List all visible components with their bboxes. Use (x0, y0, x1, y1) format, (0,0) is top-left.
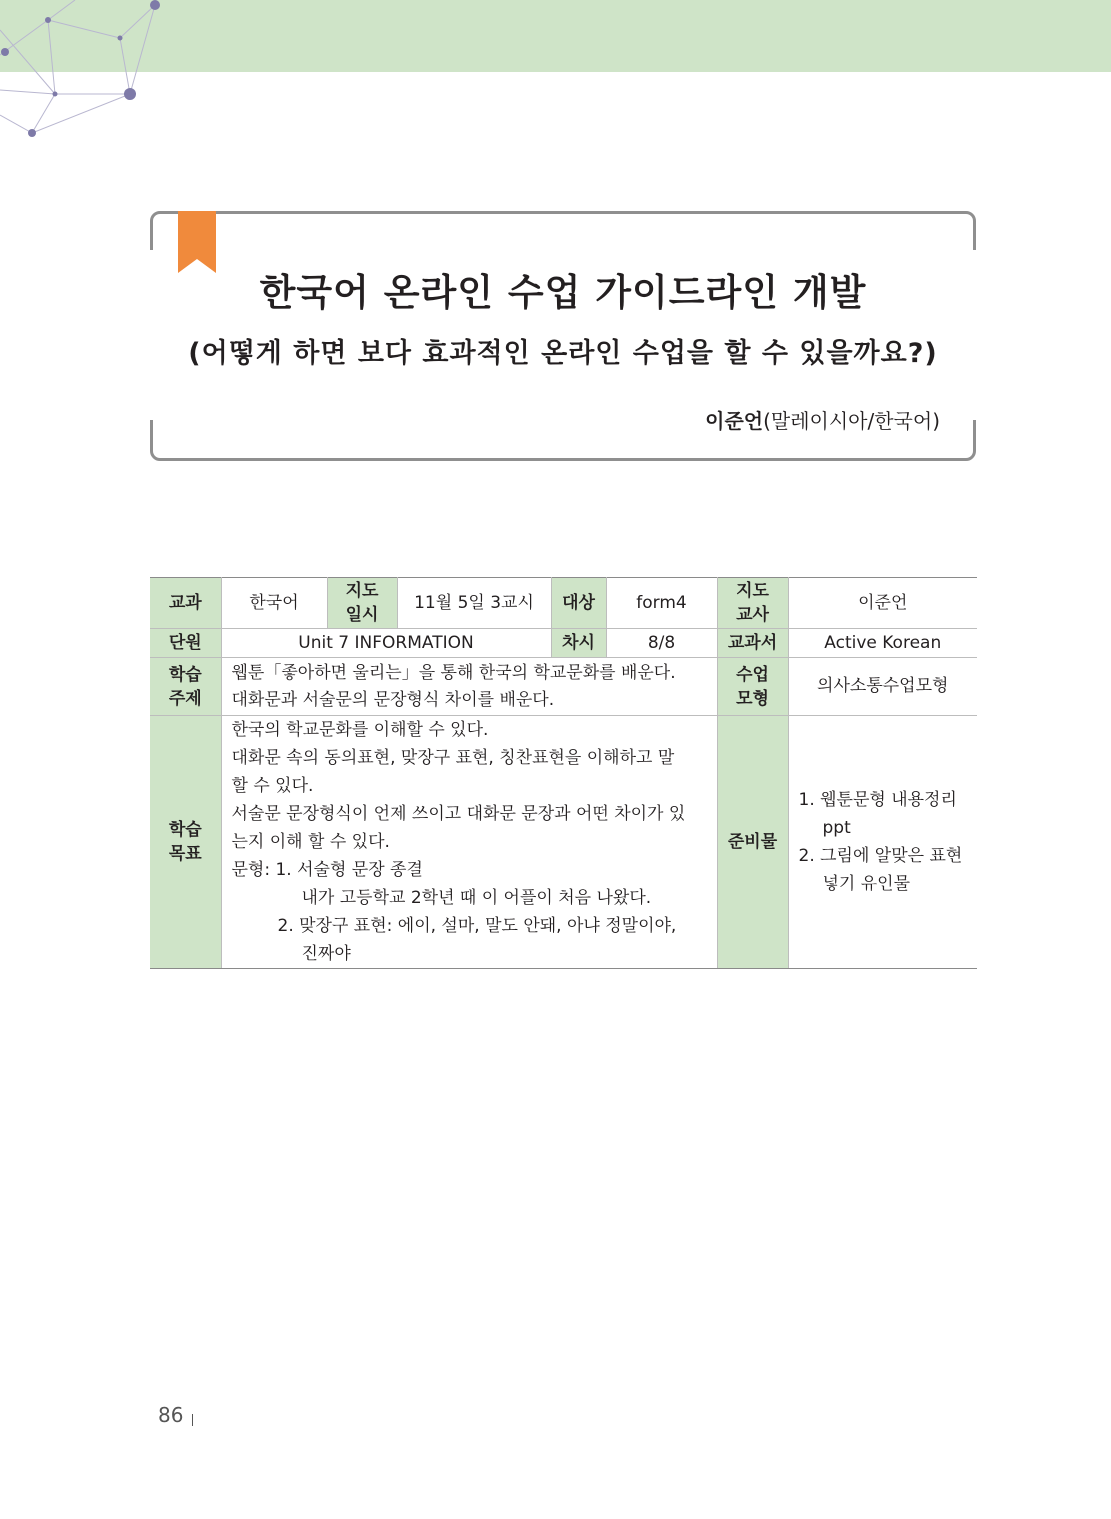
teacher-label: 지도 교사 (717, 578, 788, 629)
author-affiliation: (말레이시아/한국어) (763, 409, 940, 433)
teacher-value: 이준언 (788, 578, 977, 629)
session-label: 차시 (551, 629, 606, 658)
table-row (150, 629, 977, 658)
goal-label: 학습 목표 (150, 716, 221, 969)
page-number: 86 (158, 1403, 184, 1427)
unit-label: 단원 (150, 629, 221, 658)
date-value: 11월 5일 3교시 (397, 578, 551, 629)
goal-value: 한국의 학교문화를 이해할 수 있다. 대화문 속의 동의표현, 맞장구 표현, 칭찬표현을 이해하고 말 할 수 있다. 서술문 문장형식이 언제 쓰이고 대화문 문장과 어떤 차이가 있 는지 이해 할 수 있다. 문형: 1. 서술형 문장 종결 내가 고등학교 2학년 때 이 어플이 처음 나왔다. 2. 맞장구 표현: 에이, 설마, 말도 안돼, 아냐 정말이야, 진짜야 (221, 716, 717, 969)
document-title: 한국어 온라인 수업 가이드라인 개발 (259, 271, 867, 314)
session-value: 8/8 (606, 629, 717, 658)
target-label: 대상 (551, 578, 606, 629)
model-label: 수업 모형 (717, 658, 788, 716)
table-row (150, 716, 977, 969)
table-row (150, 578, 977, 629)
unit-value: Unit 7 INFORMATION (221, 629, 551, 658)
page-number-divider (192, 1414, 193, 1426)
model-value: 의사소통수업모형 (788, 658, 977, 716)
topic-value: 웹툰「좋아하면 울리는」을 통해 한국의 학교문화를 배운다. 대화문과 서술문의 문장형식 차이를 배운다. (221, 658, 717, 716)
topic-label: 학습 주제 (150, 658, 221, 716)
materials-value: 1. 웹툰문형 내용정리 ppt 2. 그림에 알맞은 표현 넣기 유인물 (788, 716, 977, 969)
lesson-plan-table (150, 577, 977, 969)
subject-label: 교과 (150, 578, 221, 629)
subject-value: 한국어 (221, 578, 327, 629)
author-line (560, 405, 940, 434)
author-name: 이준언 (705, 409, 764, 433)
textbook-label: 교과서 (717, 629, 788, 658)
textbook-value: Active Korean (788, 629, 977, 658)
document-subtitle: (어떻게 하면 보다 효과적인 온라인 수업을 할 수 있을까요?) (188, 338, 938, 369)
target-value: form4 (606, 578, 717, 629)
date-label: 지도 일시 (327, 578, 397, 629)
materials-label: 준비물 (717, 716, 788, 969)
network-graph-icon (0, 0, 200, 150)
table-row (150, 658, 977, 716)
